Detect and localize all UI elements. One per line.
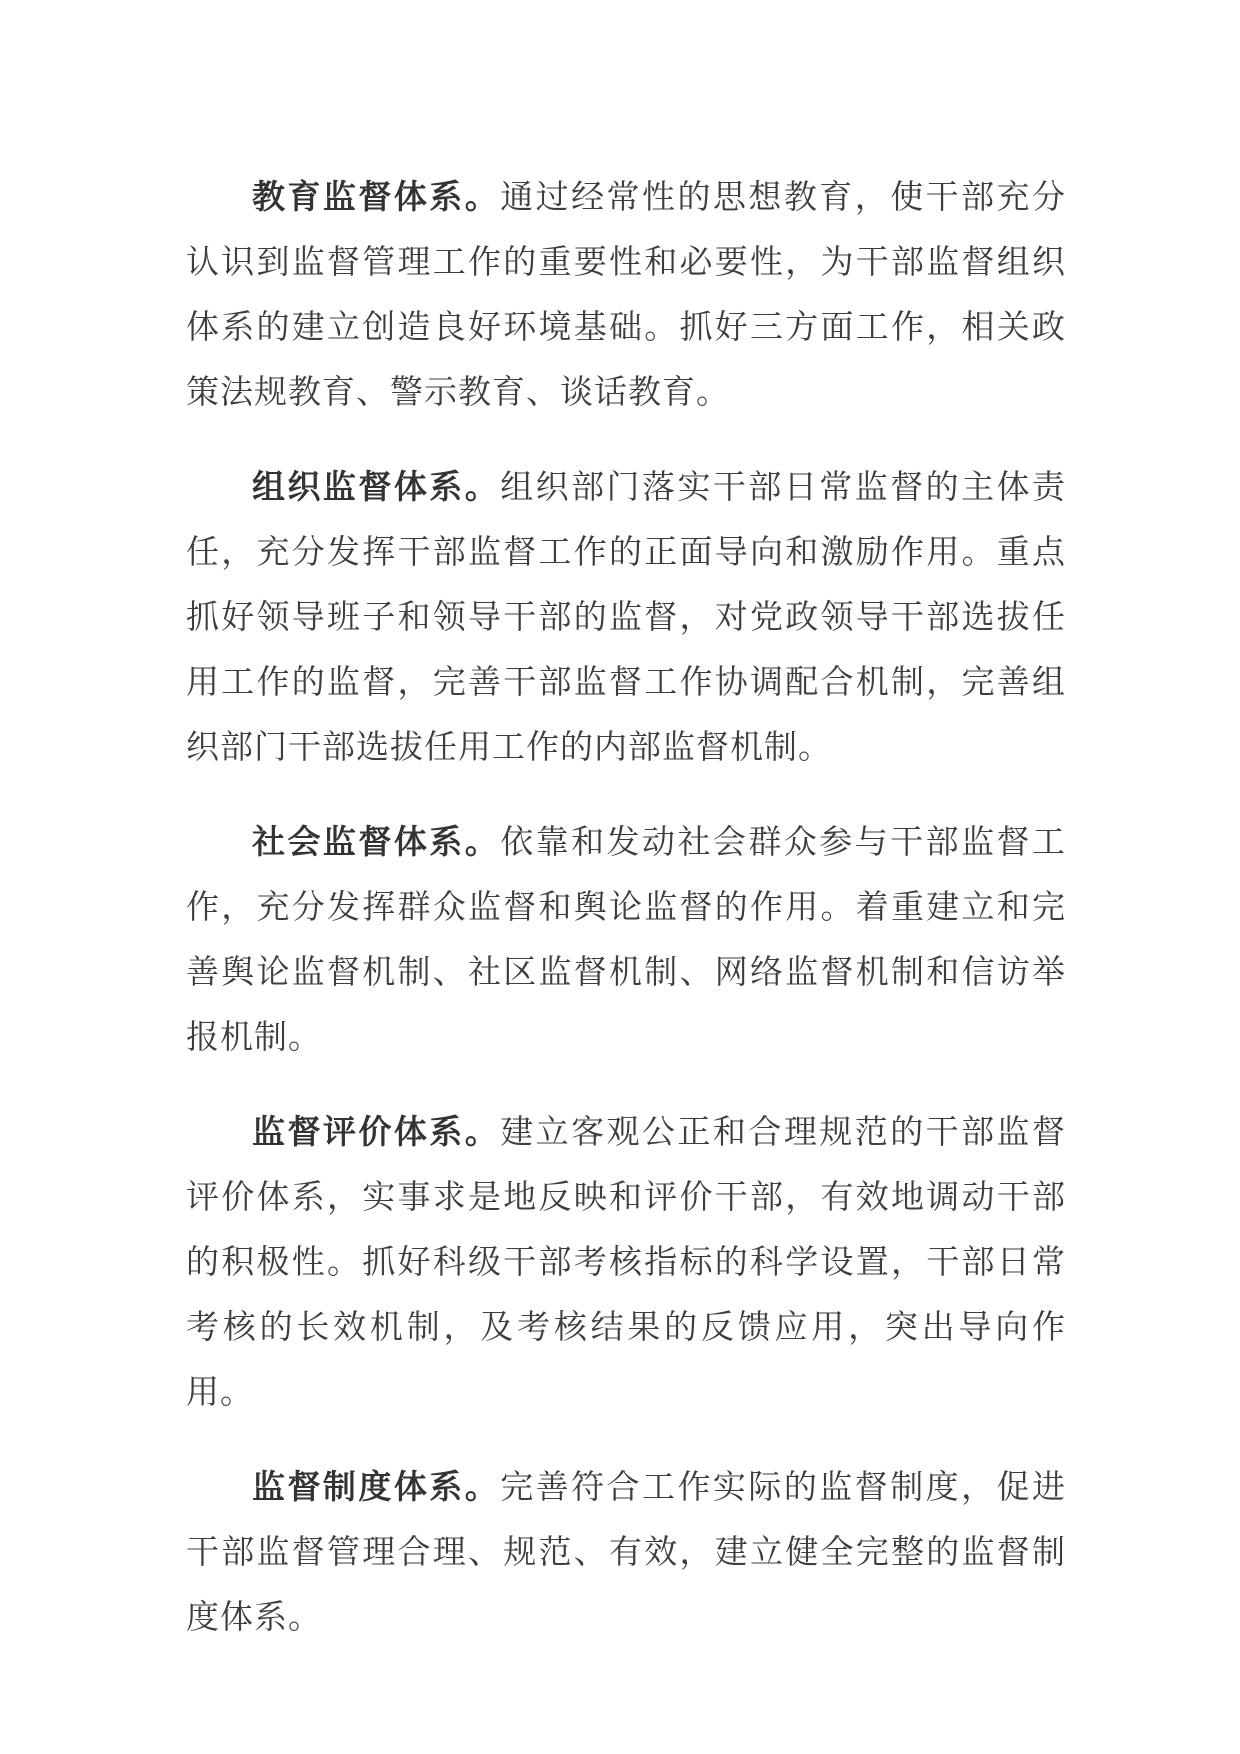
paragraph-text: 组织部门落实干部日常监督的主体责任，充分发挥干部监督工作的正面导向和激励作用。重点抓好领导班子和领导干部的监督，对党政领导干部选拔任用工作的监督，完善干部监督工作协调配合机制，完善组织部门干部选拔任用工作的内部监督机制。	[186, 467, 1067, 766]
paragraph-institution-supervision	[186, 1454, 1066, 1649]
paragraph-heading: 监督制度体系。	[252, 1467, 501, 1506]
paragraph-heading: 组织监督体系。	[252, 467, 501, 506]
paragraph-text: 完善符合工作实际的监督制度，促进干部监督管理合理、规范、有效，建立健全完整的监督制度体系。	[186, 1467, 1067, 1636]
paragraph-organization-supervision	[186, 454, 1066, 779]
paragraph-heading: 监督评价体系。	[252, 1112, 501, 1151]
paragraph-education-supervision	[186, 164, 1066, 424]
paragraph-text: 通过经常性的思想教育，使干部充分认识到监督管理工作的重要性和必要性，为干部监督组织体系的建立创造良好环境基础。抓好三方面工作，相关政策法规教育、警示教育、谈话教育。	[186, 177, 1067, 411]
paragraph-heading: 社会监督体系。	[252, 822, 501, 861]
paragraph-evaluation-supervision	[186, 1099, 1066, 1424]
paragraph-heading: 教育监督体系。	[252, 177, 501, 216]
paragraph-social-supervision	[186, 809, 1066, 1069]
paragraph-text: 建立客观公正和合理规范的干部监督评价体系，实事求是地反映和评价干部，有效地调动干部的积极性。抓好科级干部考核指标的科学设置，干部日常考核的长效机制，及考核结果的反馈应用，突出导向作用。	[186, 1112, 1067, 1411]
paragraph-text: 依靠和发动社会群众参与干部监督工作，充分发挥群众监督和舆论监督的作用。着重建立和完善舆论监督机制、社区监督机制、网络监督机制和信访举报机制。	[186, 822, 1067, 1056]
document-body	[186, 164, 1066, 1679]
